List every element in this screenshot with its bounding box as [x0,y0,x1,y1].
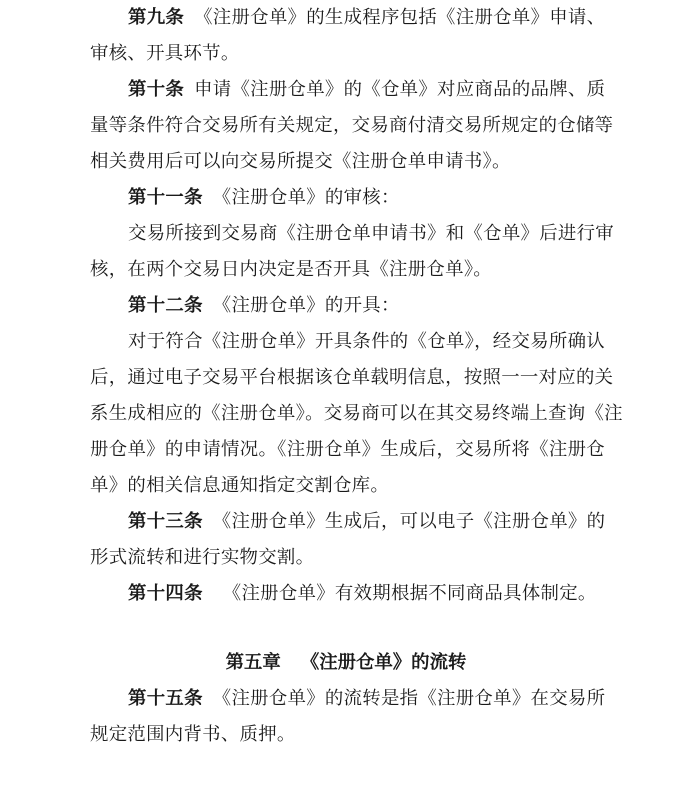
article-11-title-line [128,180,605,216]
article-15-line-2: 规定范围内背书、质押。 [90,724,296,745]
article-9-heading: 第九条 [128,7,185,28]
article-13-line-2: 形式流转和进行实物交割。 [90,547,315,568]
article-13-text: 《注册仓单》生成后，可以电子《注册仓单》的 [212,511,606,532]
article-12-line-4: 册仓单》的申请情况。《注册仓单》生成后，交易所将《注册仓 [90,439,605,460]
article-11-title: 《注册仓单》的审核： [212,187,400,208]
article-10-line-3: 相关费用后可以向交易所提交《注册仓单申请书》。 [90,151,511,172]
article-11-heading: 第十一条 [128,187,203,208]
article-11-line-1: 交易所接到交易商《注册仓单申请书》和《仓单》后进行审 [128,223,614,244]
article-10-heading: 第十条 [128,79,185,100]
article-13-heading: 第十三条 [128,511,203,532]
article-12-title-line [128,288,605,324]
article-9-line-2: 审核、开具环节。 [90,43,240,64]
article-10-line-1 [128,72,605,108]
chapter-5-heading [0,645,692,681]
article-10-text: 申请《注册仓单》的《仓单》对应商品的品牌、质 [194,79,606,100]
article-15-line-1 [128,681,605,717]
article-12-line-3: 系生成相应的《注册仓单》。交易商可以在其交易终端上查询《注 [90,403,623,424]
article-15-heading: 第十五条 [128,688,203,709]
article-15-text: 《注册仓单》的流转是指《注册仓单》在交易所 [212,688,606,709]
article-13-line-1 [128,504,605,540]
chapter-5-number: 第五章 [225,652,281,673]
article-14-line-1 [128,576,605,612]
article-12-line-1: 对于符合《注册仓单》开具条件的《仓单》，经交易所确认 [128,331,605,352]
article-14-text: 《注册仓单》有效期根据不同商品具体制定。 [222,583,597,604]
article-9-text: 《注册仓单》的生成程序包括《注册仓单》申请、 [194,7,606,28]
article-9-line-1 [128,0,605,36]
article-12-title: 《注册仓单》的开具： [212,295,400,316]
chapter-5-title: 《注册仓单》的流转 [300,652,467,673]
article-11-line-2: 核，在两个交易日内决定是否开具《注册仓单》。 [90,259,492,280]
article-12-line-2: 后，通过电子交易平台根据该仓单载明信息，按照一一对应的关 [90,367,614,388]
article-12-heading: 第十二条 [128,295,203,316]
article-14-heading: 第十四条 [128,583,203,604]
article-12-line-5: 单》的相关信息通知指定交割仓库。 [90,475,390,496]
article-10-line-2: 量等条件符合交易所有关规定，交易商付清交易所规定的仓储等 [90,115,614,136]
